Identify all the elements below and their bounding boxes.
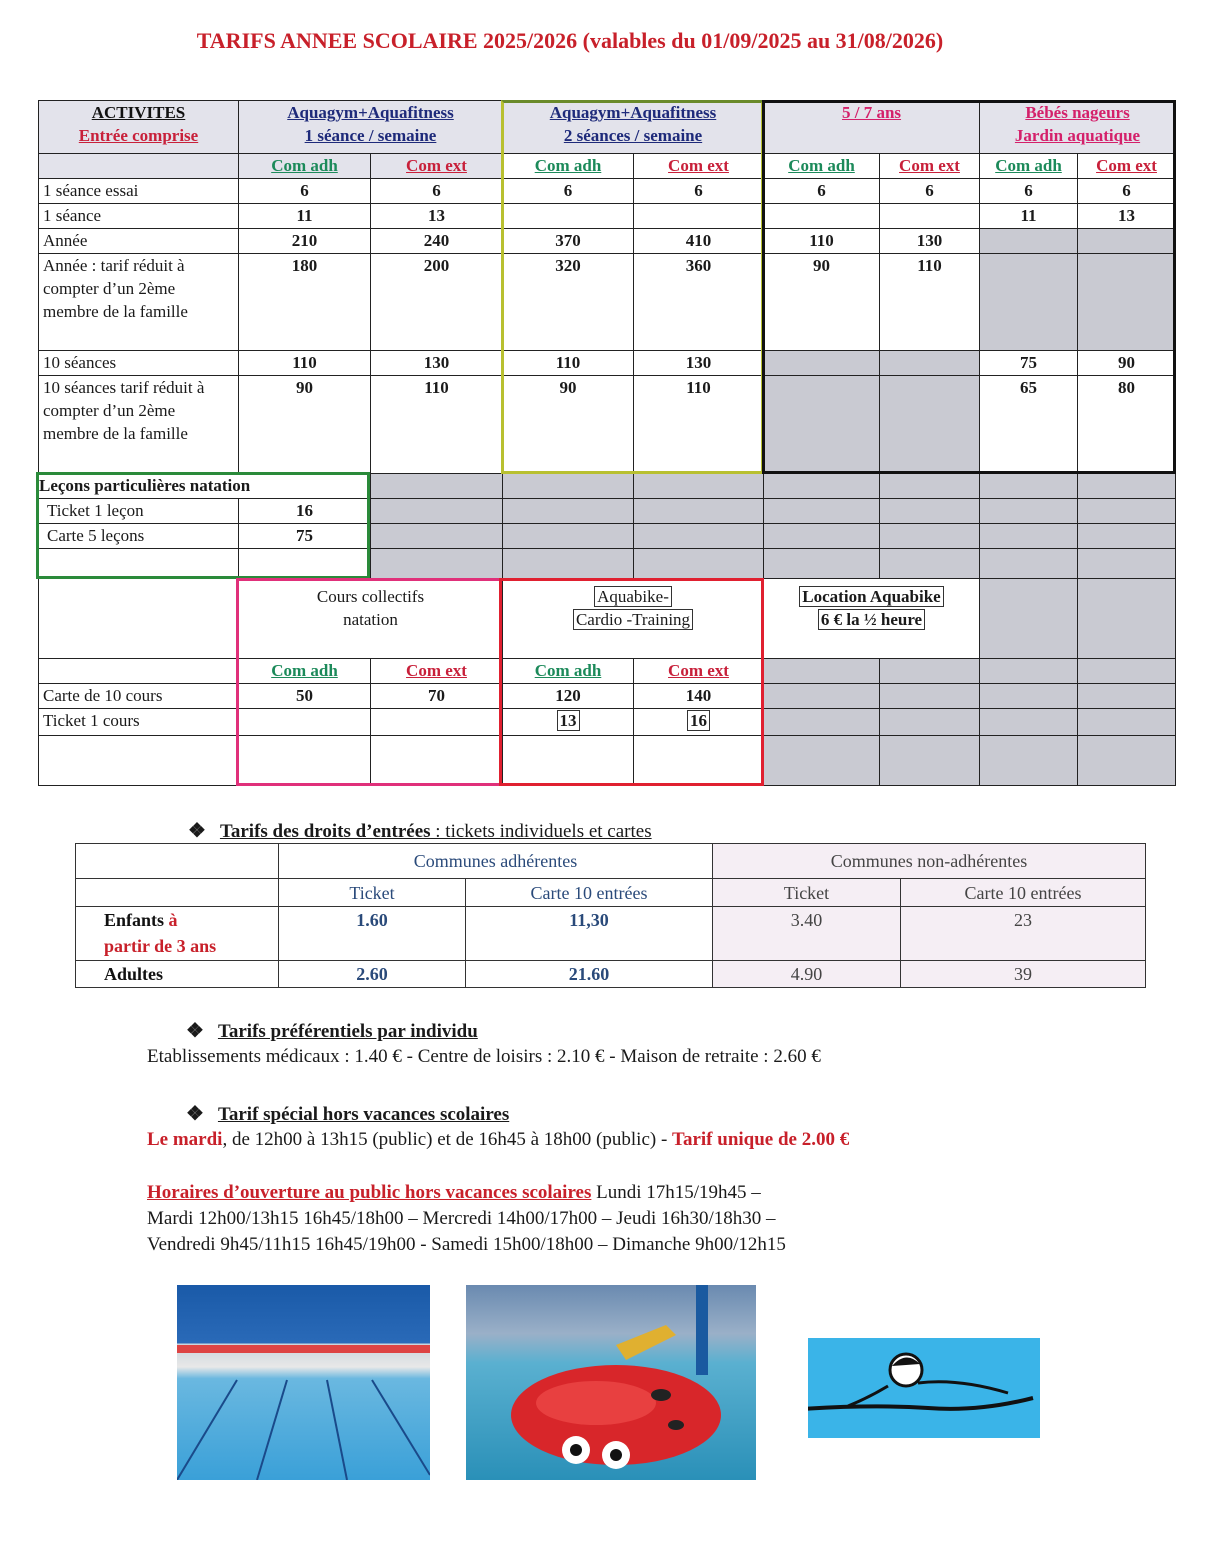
com-ext-label: Com ext (406, 156, 467, 175)
collectifs-title: Cours collectifs (316, 587, 425, 606)
entree-comprise-label: Entrée comprise (78, 126, 199, 145)
price-cell: 360 (634, 254, 764, 351)
group-header-row (39, 101, 1176, 154)
ticket-header: Ticket (713, 879, 901, 907)
price-cell: 23 (901, 907, 1146, 961)
empty-cell (634, 204, 764, 229)
table-row (39, 499, 1176, 524)
group-subheader: Jardin aquatique (1014, 126, 1141, 145)
carte-header: Carte 10 entrées (466, 879, 713, 907)
price-cell: 11 (980, 204, 1078, 229)
gray-cell (980, 254, 1078, 351)
price-cell: 6 (764, 179, 880, 204)
row-label: Carte 5 leçons (39, 524, 239, 549)
swimmer-icon (808, 1338, 1040, 1438)
com-adh-label: Com adh (995, 156, 1062, 175)
price-cell: 120 (503, 684, 634, 709)
entries-heading (188, 818, 652, 843)
price-cell: 75 (980, 351, 1078, 376)
preferentiels-heading (186, 1018, 478, 1043)
aquabike-subtitle: Cardio -Training (573, 609, 693, 630)
com-ext-label: Com ext (668, 661, 729, 680)
carte-header: Carte 10 entrées (901, 879, 1146, 907)
price-cell: 6 (880, 179, 980, 204)
table-row (39, 204, 1176, 229)
price-cell: 6 (634, 179, 764, 204)
empty-cell (503, 204, 634, 229)
courses-header-row (39, 579, 1176, 659)
price-cell: 13 (1078, 204, 1176, 229)
subheader-row (39, 659, 1176, 684)
row-label: 1 séance essai (39, 179, 239, 204)
spacer-row (39, 736, 1176, 786)
empty-cell (764, 204, 880, 229)
collectifs-subtitle: natation (343, 610, 398, 629)
price-cell: 240 (371, 229, 503, 254)
enfants-text: Enfants (104, 910, 169, 930)
special-price: Tarif unique de 2.00 € (672, 1129, 850, 1150)
table-row (39, 524, 1176, 549)
adherentes-header: Communes adhérentes (279, 844, 713, 879)
activites-header: ACTIVITES (91, 103, 186, 122)
subheader-row (39, 154, 1176, 179)
enfants-a: à (168, 910, 178, 930)
special-text (147, 1129, 849, 1151)
price-cell: 50 (239, 684, 371, 709)
price-cell: 370 (503, 229, 634, 254)
group-subheader: 1 séance / semaine (304, 126, 437, 145)
price-cell: 21.60 (466, 961, 713, 988)
pool-lanes-icon (177, 1285, 430, 1480)
price-cell: 180 (239, 254, 371, 351)
non-adherentes-header: Communes non-adhérentes (713, 844, 1146, 879)
price-cell: 110 (880, 254, 980, 351)
row-label: Ticket 1 leçon (39, 499, 239, 524)
preferentiels-heading-text: Tarifs préférentiels par individu (217, 1021, 478, 1042)
gray-cell (1078, 229, 1176, 254)
table-row (39, 351, 1176, 376)
enfants-label (76, 907, 279, 961)
price-cell: 110 (239, 351, 371, 376)
gray-cell (1078, 254, 1176, 351)
entries-heading-bold: Tarifs des droits d’entrées (219, 821, 431, 842)
gray-cell (764, 351, 880, 376)
diamond-bullet-icon: ❖ (188, 820, 206, 842)
group-subheader: 2 séances / semaine (563, 126, 703, 145)
page-title: TARIFS ANNEE SCOLAIRE 2025/2026 (valables du 01/09/2025 au 31/08/2026) (196, 28, 944, 53)
swimmer-logo (808, 1338, 1040, 1438)
price-cell: 70 (371, 684, 503, 709)
price-cell: 16 (687, 710, 710, 731)
price-cell: 13 (557, 710, 580, 731)
diamond-bullet-icon: ❖ (186, 1020, 204, 1042)
com-adh-label: Com adh (271, 156, 338, 175)
row-label: 10 séances (39, 351, 239, 376)
row-label: Année (39, 229, 239, 254)
table-row (39, 229, 1176, 254)
price-cell: 90 (503, 376, 634, 474)
horaires-line: Lundi 17h15/19h45 – (591, 1182, 761, 1203)
price-cell: 130 (634, 351, 764, 376)
price-cell: 110 (371, 376, 503, 474)
adultes-label: Adultes (76, 961, 279, 988)
entries-heading-rest: : tickets individuels et cartes (430, 821, 652, 842)
gray-cell (880, 351, 980, 376)
horaires-line: Mardi 12h00/13h15 16h45/18h00 – Mercredi 14h00/17h00 – Jeudi 16h30/18h30 – (147, 1208, 776, 1229)
special-heading-text: Tarif spécial hors vacances scolaires (217, 1104, 510, 1125)
gray-cell (880, 376, 980, 474)
row-label: 10 séances tarif réduit à compter d’un 2ème membre de la famille (39, 376, 239, 474)
special-day: Le mardi (147, 1129, 223, 1150)
group-header: 5 / 7 ans (841, 103, 902, 122)
horaires-heading: Horaires d’ouverture au public hors vacances scolaires (147, 1182, 592, 1203)
com-ext-label: Com ext (406, 661, 467, 680)
com-ext-label: Com ext (668, 156, 729, 175)
price-cell: 110 (764, 229, 880, 254)
empty-cell (880, 204, 980, 229)
price-cell: 90 (239, 376, 371, 474)
com-adh-label: Com adh (788, 156, 855, 175)
table-row (39, 254, 1176, 351)
table-row (39, 179, 1176, 204)
price-cell: 210 (239, 229, 371, 254)
special-hours: , de 12h00 à 13h15 (public) et de 16h45 à 18h00 (public) - (222, 1129, 673, 1150)
gray-cell (764, 376, 880, 474)
price-cell: 6 (1078, 179, 1176, 204)
com-adh-label: Com adh (534, 661, 602, 680)
price-cell: 65 (980, 376, 1078, 474)
special-heading (186, 1101, 509, 1126)
price-cell: 11,30 (466, 907, 713, 961)
com-adh-label: Com adh (534, 156, 602, 175)
group-header: Aquagym+Aquafitness (287, 103, 454, 122)
spacer-row (39, 549, 1176, 579)
price-cell: 80 (1078, 376, 1176, 474)
horaires-block (147, 1180, 786, 1258)
row-label: Ticket 1 cours (39, 709, 239, 736)
price-cell: 39 (901, 961, 1146, 988)
diamond-bullet-icon: ❖ (186, 1103, 204, 1125)
price-cell: 13 (371, 204, 503, 229)
ticket-header: Ticket (279, 879, 466, 907)
price-cell: 130 (371, 351, 503, 376)
price-cell: 16 (239, 499, 371, 524)
row-label: Année : tarif réduit à compter d’un 2ème membre de la famille (39, 254, 239, 351)
price-cell: 6 (371, 179, 503, 204)
group-header: Bébés nageurs (1025, 103, 1130, 122)
enfants-age: partir de 3 ans (104, 936, 217, 956)
group-header: Aquagym+Aquafitness (549, 103, 717, 122)
gray-cell (980, 229, 1078, 254)
price-cell: 90 (1078, 351, 1176, 376)
price-cell: 110 (503, 351, 634, 376)
com-adh-label: Com adh (271, 661, 338, 680)
lessons-title-row (39, 474, 1176, 499)
price-cell: 4.90 (713, 961, 901, 988)
price-cell: 130 (880, 229, 980, 254)
price-cell: 6 (980, 179, 1078, 204)
price-cell: 140 (634, 684, 764, 709)
price-cell: 2.60 (279, 961, 466, 988)
aquabike-title: Aquabike- (594, 586, 672, 607)
frog-toy-photo (466, 1285, 756, 1480)
price-cell: 90 (764, 254, 880, 351)
price-cell: 11 (239, 204, 371, 229)
entry-fees-table (75, 843, 1146, 988)
location-price: 6 € la ½ heure (818, 609, 925, 630)
table-row (39, 684, 1176, 709)
location-title: Location Aquabike (799, 586, 943, 607)
table-row (39, 709, 1176, 736)
activities-price-table (38, 100, 1176, 786)
table-row (39, 376, 1176, 474)
price-cell: 320 (503, 254, 634, 351)
com-ext-label: Com ext (899, 156, 960, 175)
price-cell: 410 (634, 229, 764, 254)
row-label: Carte de 10 cours (39, 684, 239, 709)
price-cell: 6 (239, 179, 371, 204)
lessons-title: Leçons particulières natation (39, 474, 371, 499)
pool-photo (177, 1285, 430, 1480)
price-cell: 3.40 (713, 907, 901, 961)
price-cell: 1.60 (279, 907, 466, 961)
preferentiels-text: Etablissements médicaux : 1.40 € - Centre de loisirs : 2.10 € - Maison de retraite : 2.60 € (147, 1046, 821, 1067)
row-label: 1 séance (39, 204, 239, 229)
com-ext-label: Com ext (1096, 156, 1157, 175)
price-cell: 110 (634, 376, 764, 474)
frog-toy-icon (466, 1285, 756, 1480)
price-cell: 75 (239, 524, 371, 549)
price-cell: 200 (371, 254, 503, 351)
horaires-line: Vendredi 9h45/11h15 16h45/19h00 - Samedi 15h00/18h00 – Dimanche 9h00/12h15 (147, 1234, 786, 1255)
price-cell: 6 (503, 179, 634, 204)
